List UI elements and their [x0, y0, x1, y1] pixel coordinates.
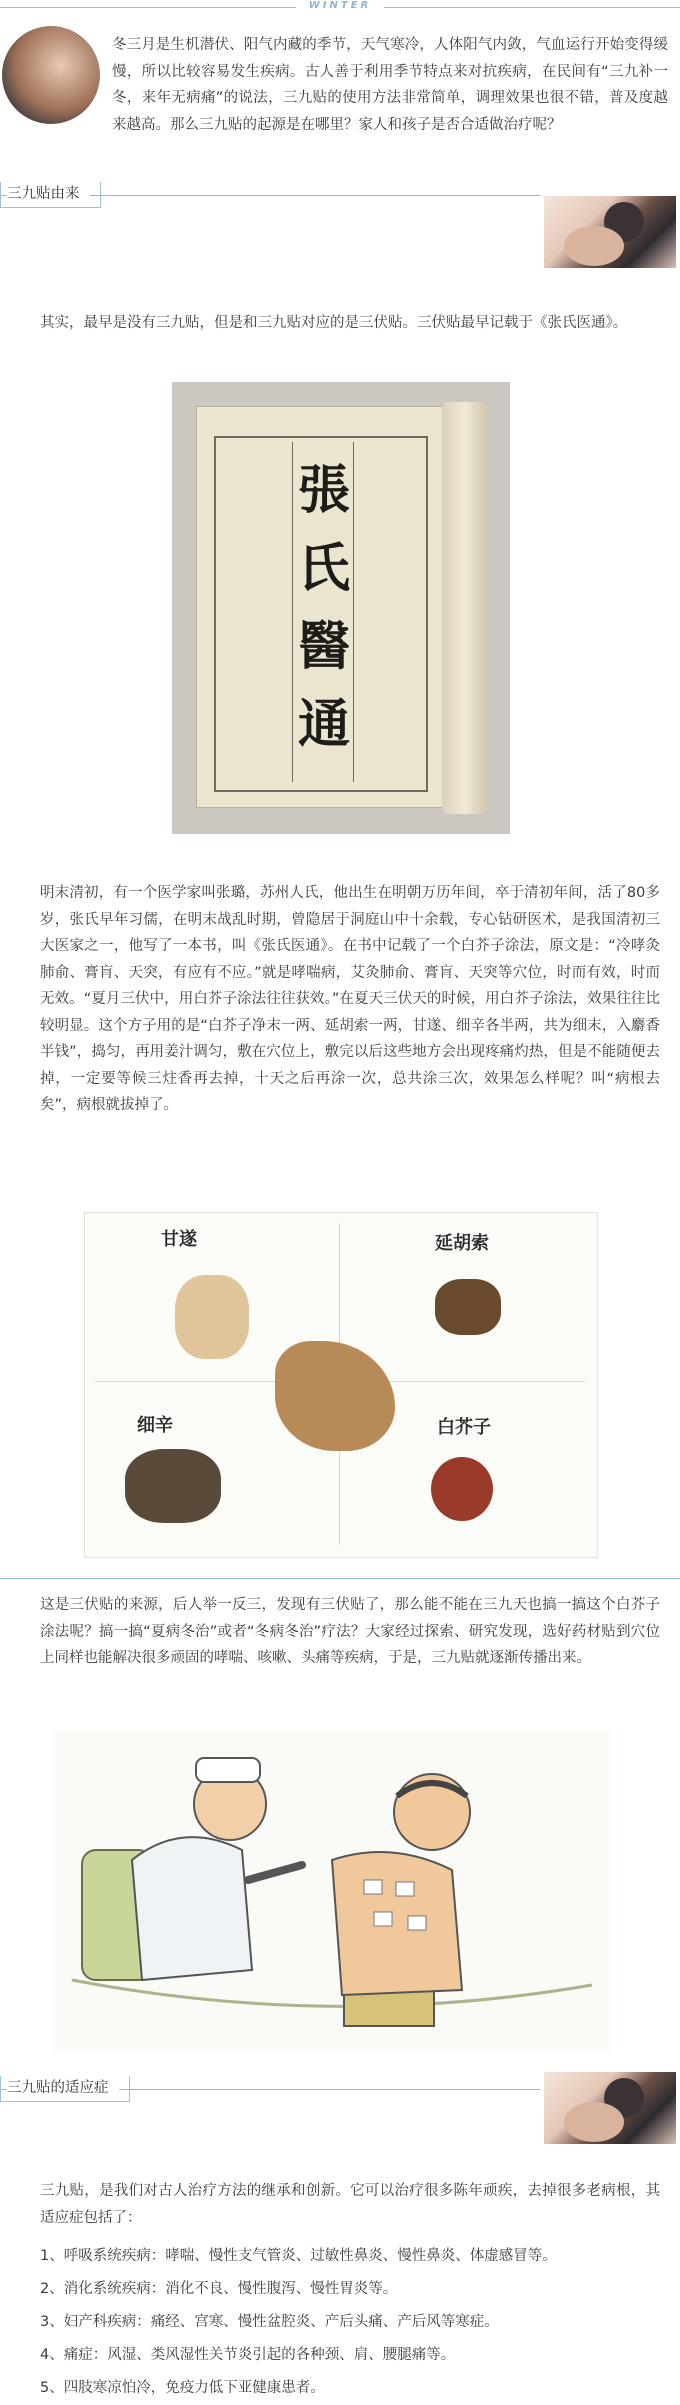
indication-item: 3、妇产科疾病：痛经、宫寒、慢性盆腔炎、产后头痛、产后风等寒症。	[40, 2314, 499, 2330]
content-divider	[0, 1578, 680, 1579]
book-title: 張氏醫通	[297, 460, 350, 755]
section-thumbnail	[544, 2072, 676, 2144]
origin-paragraph-2: 明末清初，有一个医学家叫张璐，苏州人氏，他出生在明朝万历年间，卒于清初年间，活了80多岁，张氏早年习儒，在明末战乱时期，曾隐居于洞庭山中十余载，专心钻研医术，是我国清初三大医家之一，他写了一本书，叫《张氏医通》。在书中记载了一个白芥子涂法，原文是：“冷哮灸肺俞、膏肓、天突，有应有不应。”就是哮喘病，艾灸肺俞、膏肓、天突等穴位，时而有效，时而无效。“夏月三伏中，用白芥子涂法往往获效。”在夏天三伏天的时候，用白芥子涂法，效果往往比较明显。这个方子用的是“白芥子净末一两、延胡索一两，甘遂、细辛各半两，共为细末，入麝香半钱”，捣匀，再用姜汁调匀，敷在穴位上，敷完以后这些地方会出现疼痛灼热，但是不能随便去掉，一定要等候三炷香再去掉，十天之后再涂一次，总共涂三次，效果怎么样呢？叫“病根去矣”，病根就拔掉了。	[40, 885, 660, 1113]
section-title: 三九贴的适应症	[7, 2080, 119, 2096]
treatment-illustration	[52, 1730, 612, 2050]
intro-paragraph: 冬三月是生机潜伏、阳气内藏的季节，天气寒冷，人体阳气内敛，气血运行开始变得缓慢，所以比较容易发生疾病。古人善于利用季节特点来对抗疾病，在民间有“三九补一冬，来年无病痛”的说法，三九贴的使用方法非常简单，调理效果也很不错，普及度越来越高。那么三九贴的起源是在哪里？家人和孩子是否合适做治疗呢？	[112, 37, 668, 133]
herb-label: 白芥子	[437, 1417, 491, 1438]
avatar-image	[2, 26, 100, 124]
indication-item: 5、四肢寒凉怕冷，免疫力低下亚健康患者。	[40, 2380, 325, 2396]
book-image	[172, 382, 510, 834]
section-heading-origin	[0, 182, 101, 208]
herb-label: 甘遂	[161, 1229, 197, 1250]
herbs-image	[84, 1212, 598, 1558]
section-title: 三九贴由来	[7, 186, 90, 202]
herb-label: 细辛	[137, 1415, 173, 1436]
origin-paragraph-3: 这是三伏贴的来源，后人举一反三，发现有三伏贴了，那么能不能在三九天也搞一搞这个白芥子涂法呢？搞一搞“夏病冬治”或者“冬病冬治”疗法？大家经过探索、研究发现，选好药材贴到穴位上同样也能解决很多顽固的哮喘、咳嗽、头痛等疾病，于是，三九贴就逐渐传播出来。	[40, 1597, 660, 1666]
herb-label: 延胡索	[435, 1233, 489, 1254]
section-thumbnail	[544, 196, 676, 268]
indication-item: 1、呼吸系统疾病：哮喘、慢性支气管炎、过敏性鼻炎、慢性鼻炎、体虚感冒等。	[40, 2248, 557, 2264]
indication-item: 2、消化系统疾病：消化不良、慢性腹泻、慢性胃炎等。	[40, 2281, 398, 2297]
season-label: WINTER	[296, 0, 384, 11]
indications-intro: 三九贴，是我们对古人治疗方法的继承和创新。它可以治疗很多陈年顽疾，去掉很多老病根，其适应症包括了：	[40, 2183, 660, 2226]
indication-item: 4、痛症：风湿、类风湿性关节炎引起的各种颈、肩、腰腿痛等。	[40, 2347, 456, 2363]
section-heading-indications	[0, 2076, 130, 2102]
origin-paragraph-1: 其实，最早是没有三九贴，但是和三九贴对应的是三伏贴。三伏贴最早记载于《张氏医通》。	[40, 315, 628, 331]
